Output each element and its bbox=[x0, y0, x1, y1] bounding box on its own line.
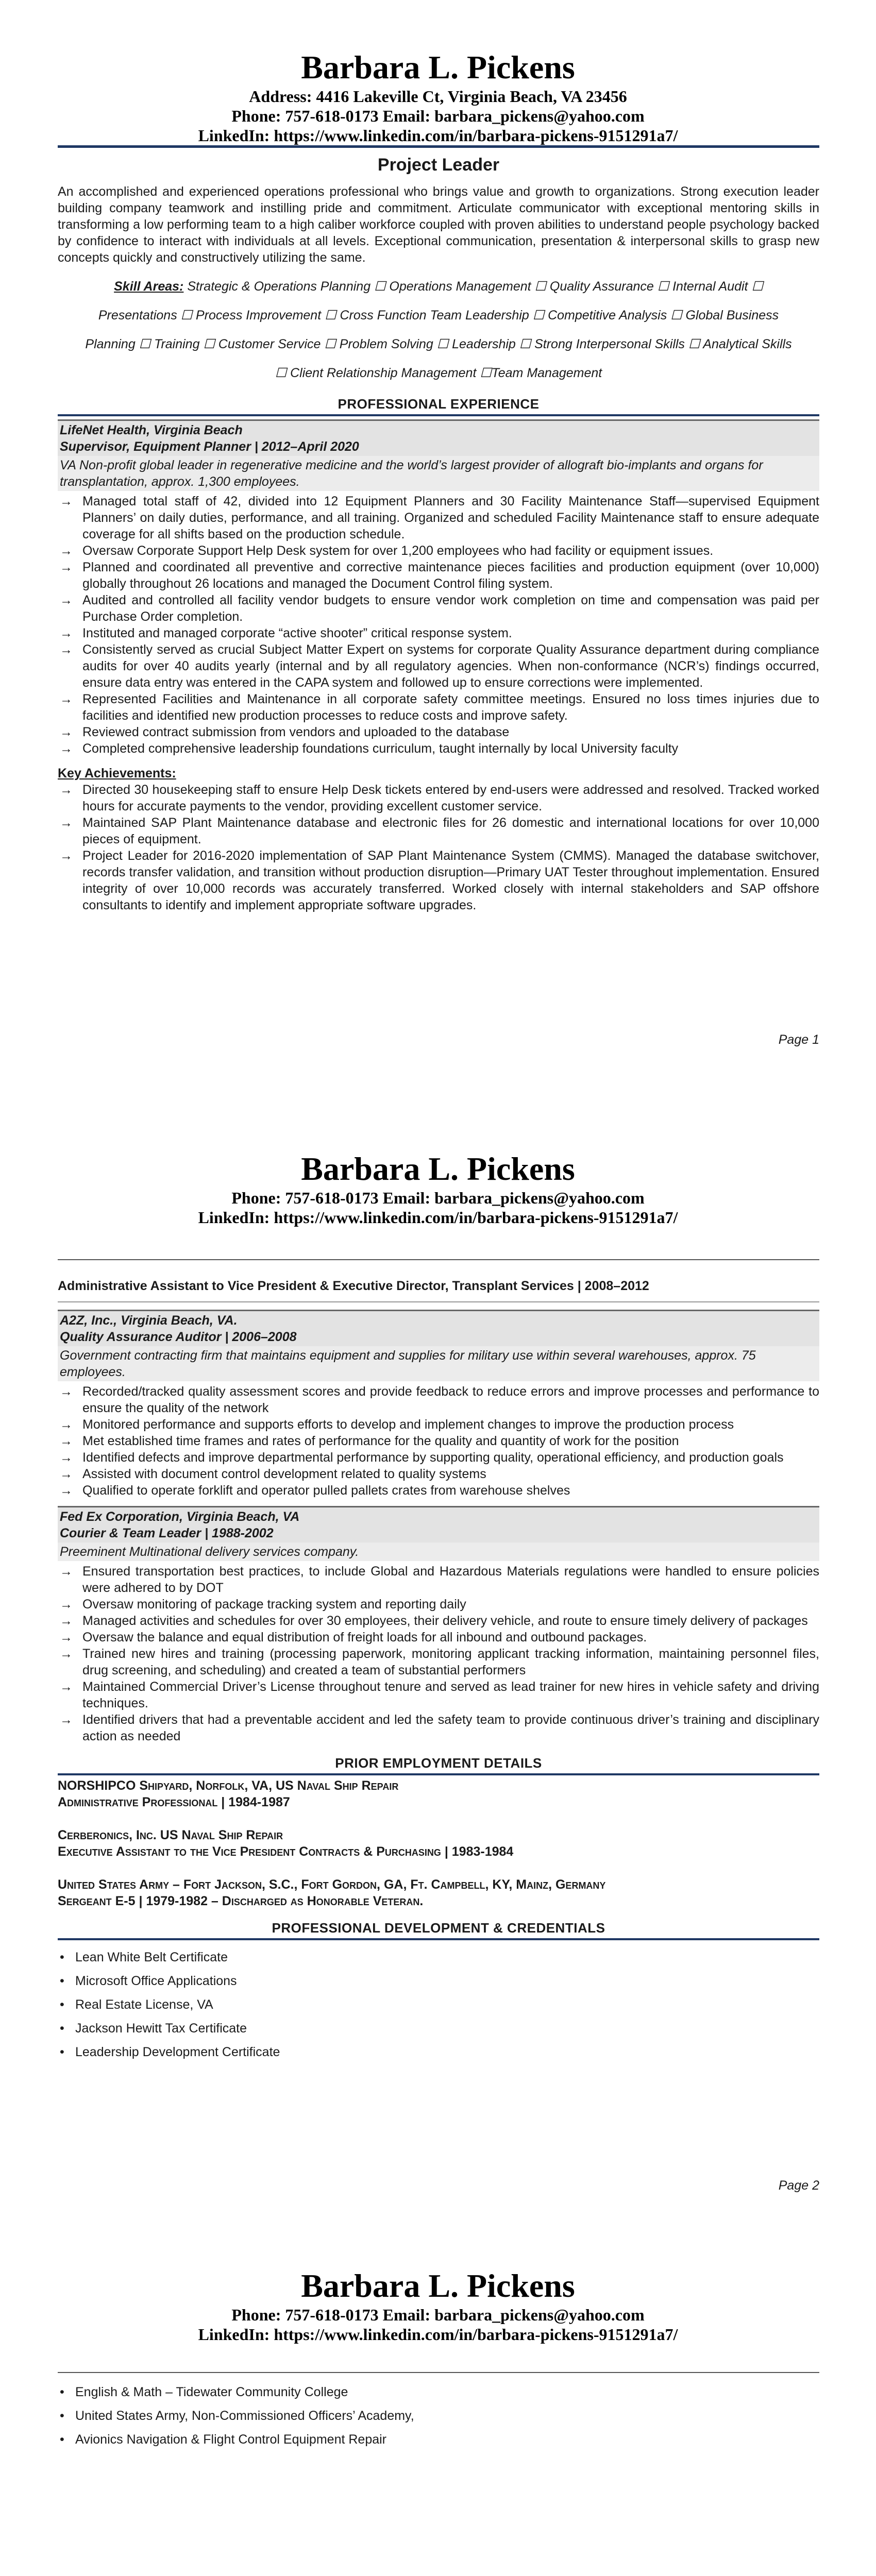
admin-assistant-role: Administrative Assistant to Vice President & Executive Director, Transplant Services | 2008–2012 bbox=[58, 1279, 649, 1293]
linkedin-line: LinkedIn: https://www.linkedin.com/in/barbara-pickens-9151291a7/ bbox=[198, 1208, 678, 1227]
arrow-icon: → bbox=[60, 544, 73, 558]
list-item: • United States Army, Non-Commissioned Officers’ Academy, bbox=[58, 2404, 819, 2428]
divider bbox=[58, 1301, 819, 1302]
job-bullets bbox=[58, 1563, 819, 1744]
list-item: • Lean White Belt Certificate bbox=[58, 1945, 819, 1969]
skill-areas bbox=[58, 272, 819, 387]
job-role: Courier & Team Leader | 1988-2002 bbox=[60, 1526, 274, 1540]
list-item: → Identified drivers that had a preventable accident and led the safety team to provide continuous driver’s training and disciplinary action as needed bbox=[60, 1713, 819, 1743]
arrow-icon: → bbox=[60, 1450, 73, 1465]
arrow-icon: → bbox=[60, 1564, 73, 1579]
arrow-icon: → bbox=[60, 1434, 73, 1448]
arrow-icon: → bbox=[60, 1647, 73, 1661]
prior-employment-list bbox=[58, 1777, 819, 1909]
job-role: Quality Assurance Auditor | 2006–2008 bbox=[60, 1330, 297, 1344]
arrow-icon: → bbox=[60, 642, 73, 657]
arrow-icon: → bbox=[60, 1713, 73, 1727]
list-item: → Reviewed contract submission from vendors and uploaded to the database bbox=[60, 725, 510, 739]
list-item: → Maintained Commercial Driver’s License throughout tenure and served as lead trainer for new hires in vehicle safety and driving techniques. bbox=[60, 1680, 819, 1710]
list-item: → Consistently served as crucial Subject Matter Expert on systems for corporate Quality Assurance department during compliance audits for over 40 audits yearly (internal and by all regulatory agencies. When non-conformance (NCR’s) findings occurred, ensure data entry was entered in the CAPA system and followed up to ensure corrections were implemented. bbox=[60, 642, 819, 690]
list-item: • Real Estate License, VA bbox=[58, 1993, 819, 2016]
arrow-icon: → bbox=[60, 1467, 73, 1481]
arrow-icon: → bbox=[60, 494, 73, 509]
list-item: • English & Math – Tidewater Community College bbox=[58, 2380, 819, 2404]
job-lifenet bbox=[58, 419, 819, 913]
list-item: → Oversaw Corporate Support Help Desk system for over 1,200 employees who had facility or equipment issues. bbox=[60, 544, 714, 558]
summary-paragraph: An accomplished and experienced operations professional who brings value and growth to organizations. Strong execution leader building company teamwork and instilling pride and commitment. Articulate communicator with exceptional mentoring skills in transforming a low performing team to a high caliber workforce coupled with proven abilities to understand people psychology backed by confidence to interact with individuals at all levels. Exceptional communication, presentation & interpersonal skills to grasp new concepts quickly and constructively utilizing the same. bbox=[58, 184, 819, 265]
job-header bbox=[58, 1506, 819, 1543]
arrow-icon: → bbox=[60, 816, 73, 830]
company-description: VA Non-profit global leader in regenerative medicine and the world’s largest provider of allograft bio-implants and organs for transplantation, approx. 1,300 employees. bbox=[58, 456, 819, 491]
contact-line: Phone: 757-618-0173 Email: barbara_pickens@yahoo.com bbox=[231, 2306, 645, 2324]
list-item: → Oversaw monitoring of package tracking system and reporting daily bbox=[60, 1597, 466, 1612]
list-item: → Planned and coordinated all preventive and corrective maintenance pieces facilities and production equipment (over 10,000) globally throughout 26 locations and managed the Document Control filing system. bbox=[60, 560, 819, 591]
job-role: Supervisor, Equipment Planner | 2012–April 2020 bbox=[60, 439, 359, 454]
prior-role: Executive Assistant to the Vice President Contracts & Purchasing | 1983-1984 bbox=[58, 1844, 514, 1859]
education-list bbox=[58, 2380, 819, 2451]
list-item: • Microsoft Office Applications bbox=[58, 1969, 819, 1993]
job-bullets bbox=[58, 1383, 819, 1499]
achievements-list bbox=[58, 782, 819, 913]
company-description: Preeminent Multinational delivery services company. bbox=[58, 1543, 819, 1561]
page-number: Page 2 bbox=[778, 2178, 819, 2193]
list-item: → Assisted with document control development related to quality systems bbox=[60, 1467, 486, 1481]
list-item: • Avionics Navigation & Flight Control Equipment Repair bbox=[58, 2428, 819, 2451]
arrow-icon: → bbox=[60, 593, 73, 607]
section-heading-experience: PROFESSIONAL EXPERIENCE bbox=[58, 396, 819, 416]
list-item: • Jackson Hewitt Tax Certificate bbox=[58, 2016, 819, 2040]
prior-role: Administrative Professional | 1984-1987 bbox=[58, 1795, 290, 1809]
company-name: Fed Ex Corporation, Virginia Beach, VA bbox=[60, 1510, 300, 1524]
header-divider bbox=[58, 145, 819, 148]
list-item: → Managed activities and schedules for over 30 employees, their delivery vehicle, and route to ensure timely delivery of packages bbox=[60, 1614, 808, 1628]
job-fedex bbox=[58, 1506, 819, 1744]
arrow-icon: → bbox=[60, 1630, 73, 1645]
list-item: → Oversaw the balance and equal distribution of freight loads for all inbound and outbound packages. bbox=[60, 1630, 647, 1645]
resume-title: Project Leader bbox=[377, 155, 500, 175]
linkedin-line: LinkedIn: https://www.linkedin.com/in/barbara-pickens-9151291a7/ bbox=[198, 2325, 678, 2344]
list-item: → Identified defects and improve departmental performance by supporting quality, operational efficiency, and production goals bbox=[60, 1450, 784, 1465]
list-item: → Instituted and managed corporate “active shooter” critical response system. bbox=[60, 626, 512, 640]
contact-line: Phone: 757-618-0173 Email: barbara_pickens@yahoo.com bbox=[231, 107, 645, 125]
list-item: → Trained new hires and training (processing paperwork, monitoring applicant tracking information, maintaining personnel files, drug screening, and scheduling) and created a team of substantial performers bbox=[60, 1647, 819, 1677]
list-item: → Project Leader for 2016-2020 implementation of SAP Plant Maintenance System (CMMS). Managed the database switchover, records transfer validation, and transition without production disruption—Primary UAT Tester throughout implementation. Ensured integrity of over 10,000 records was accurately transferred. Worked closely with internal stakeholders and SAP offshore consultants to identify and implement appropriate software upgrades. bbox=[60, 849, 819, 912]
prior-role: Sergeant E-5 | 1979-1982 – Discharged as Honorable Veteran. bbox=[58, 1894, 424, 1908]
arrow-icon: → bbox=[60, 1614, 73, 1628]
list-item: → Qualified to operate forklift and operator pulled pallets crates from warehouse shelves bbox=[60, 1483, 570, 1498]
arrow-icon: → bbox=[60, 1417, 73, 1432]
page-number: Page 1 bbox=[778, 1032, 819, 1047]
resume-page-2 bbox=[0, 1092, 876, 2226]
job-header bbox=[58, 1310, 819, 1346]
arrow-icon: → bbox=[60, 741, 73, 756]
resume-page-3 bbox=[0, 2226, 876, 2576]
candidate-name: Barbara L. Pickens bbox=[301, 49, 575, 86]
header-divider bbox=[58, 2372, 819, 2373]
list-item: → Monitored performance and supports efforts to develop and implement changes to improve the production process bbox=[60, 1417, 734, 1432]
section-heading-prior-employment: PRIOR EMPLOYMENT DETAILS bbox=[58, 1755, 819, 1775]
list-item: → Maintained SAP Plant Maintenance database and electronic files for 26 domestic and international locations for over 10,000 pieces of equipment. bbox=[60, 816, 819, 846]
list-item: → Managed total staff of 42, divided into 12 Equipment Planners and 30 Facility Maintenance Staff—supervised Equipment Planners’ on daily duties, performance, and all training. Organized and scheduled Facility Maintenance staff to ensure adequate coverage for all shifts based on the production schedule. bbox=[60, 494, 819, 541]
candidate-name: Barbara L. Pickens bbox=[301, 1150, 575, 1187]
contact-line: Phone: 757-618-0173 Email: barbara_pickens@yahoo.com bbox=[231, 1189, 645, 1207]
candidate-name: Barbara L. Pickens bbox=[301, 2267, 575, 2304]
list-item: → Directed 30 housekeeping staff to ensure Help Desk tickets entered by end-users were addressed and resolved. Tracked worked hours for accurate payments to the vendor, providing excellent customer service. bbox=[60, 783, 819, 814]
arrow-icon: → bbox=[60, 783, 73, 797]
skill-areas-label: Skill Areas: bbox=[114, 279, 184, 294]
list-item: → Met established time frames and rates of performance for the quality and quantity of work for the position bbox=[60, 1434, 679, 1448]
prior-org: NORSHIPCO Shipyard, Norfolk, VA, US Naval Ship Repair bbox=[58, 1778, 399, 1793]
achievements-heading: Key Achievements: bbox=[58, 766, 176, 781]
company-name: A2Z, Inc., Virginia Beach, VA. bbox=[60, 1313, 238, 1328]
list-item: → Recorded/tracked quality assessment scores and provide feedback to reduce errors and improve processes and performance to ensure the quality of the network bbox=[60, 1384, 819, 1415]
arrow-icon: → bbox=[60, 1483, 73, 1498]
credentials-list bbox=[58, 1945, 819, 2064]
skill-areas-list: Strategic & Operations Planning ☐ Operations Management ☐ Quality Assurance ☐ Internal Audit ☐ Presentations ☐ Process Improvement ☐ Cross Function Team Leadership ☐ Competitive Analysis ☐ Global Business Planning ☐ Training ☐ Customer Service ☐ Problem Solving ☐ Leadership ☐ Strong Interpersonal Skills ☐ Analytical Skills ☐ Client Relationship Management ☐Team Management bbox=[85, 279, 792, 380]
job-header bbox=[58, 419, 819, 456]
list-item: → Audited and controlled all facility vendor budgets to ensure vendor work completion on time and compensation was paid per Purchase Order completion. bbox=[60, 593, 819, 624]
job-bullets bbox=[58, 493, 819, 757]
job-a2z bbox=[58, 1310, 819, 1499]
header-divider bbox=[58, 1259, 819, 1260]
prior-org: Cerberonics, Inc. US Naval Ship Repair bbox=[58, 1828, 283, 1842]
list-item: → Completed comprehensive leadership foundations curriculum, taught internally by local University faculty bbox=[60, 741, 679, 756]
arrow-icon: → bbox=[60, 560, 73, 574]
resume-page-1 bbox=[0, 0, 876, 1092]
prior-org: United States Army – Fort Jackson, S.C., Fort Gordon, GA, Ft. Campbell, KY, Mainz, Germany bbox=[58, 1877, 606, 1892]
address-line: Address: 4416 Lakeville Ct, Virginia Beach, VA 23456 bbox=[249, 87, 627, 106]
arrow-icon: → bbox=[60, 692, 73, 706]
arrow-icon: → bbox=[60, 849, 73, 863]
list-item: → Represented Facilities and Maintenance in all corporate safety committee meetings. Ensured no loss times injuries due to facilities and identified new production processes to reduce costs and improve safety. bbox=[60, 692, 819, 723]
arrow-icon: → bbox=[60, 626, 73, 640]
list-item: → Ensured transportation best practices, to include Global and Hazardous Materials regulations were handled to ensure policies were adhered to by DOT bbox=[60, 1564, 819, 1595]
section-heading-credentials: PROFESSIONAL DEVELOPMENT & CREDENTIALS bbox=[58, 1920, 819, 1940]
arrow-icon: → bbox=[60, 1680, 73, 1694]
list-item: • Leadership Development Certificate bbox=[58, 2040, 819, 2064]
arrow-icon: → bbox=[60, 1597, 73, 1612]
company-description: Government contracting firm that maintains equipment and supplies for military use within several warehouses, approx. 75 employees. bbox=[58, 1346, 819, 1381]
company-name: LifeNet Health, Virginia Beach bbox=[60, 423, 243, 437]
linkedin-line: LinkedIn: https://www.linkedin.com/in/barbara-pickens-9151291a7/ bbox=[198, 126, 678, 145]
arrow-icon: → bbox=[60, 1384, 73, 1399]
arrow-icon: → bbox=[60, 725, 73, 739]
